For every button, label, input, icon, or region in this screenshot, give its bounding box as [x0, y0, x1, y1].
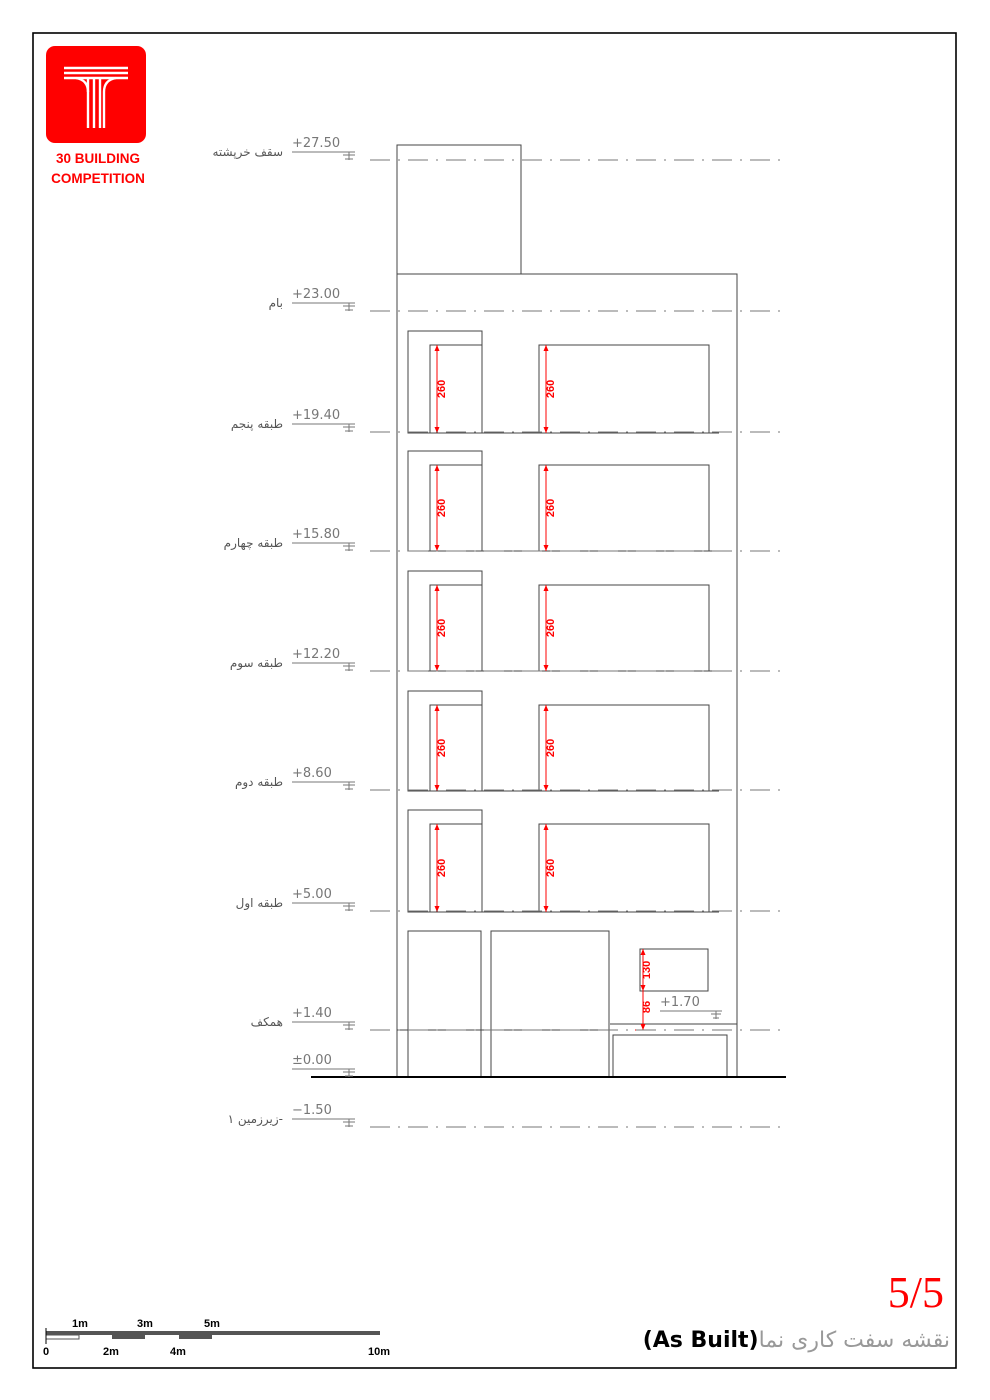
level-marker-zero — [292, 1053, 355, 1077]
level-marker-roof-stair — [213, 136, 783, 160]
level-marker-floor-1 — [236, 887, 782, 911]
dimension-arrow — [435, 545, 440, 551]
dimension-arrow — [544, 427, 549, 433]
level-marker-floor-3 — [230, 647, 782, 671]
sheet-border — [33, 33, 956, 1368]
stair-tower — [397, 145, 521, 274]
level-name-floor-4: طبقه چهارم — [223, 536, 283, 550]
logo-caption-line1: 30 BUILDING — [55, 151, 140, 166]
dimension-arrow — [544, 665, 549, 671]
scale-label-4m: 4m — [170, 1346, 186, 1358]
garage-door — [613, 1035, 727, 1077]
scale-bar — [43, 1318, 390, 1358]
level-elevation-floor-3: +12.20 — [292, 647, 341, 662]
level-marker-floor-2 — [235, 766, 782, 790]
level-name-floor-3: طبقه سوم — [229, 656, 283, 670]
drawing-title-latin: (As Built) — [642, 1328, 759, 1353]
building-body — [397, 274, 737, 1077]
level-marker-basement — [228, 1103, 782, 1127]
door-height-label: 260 — [436, 858, 448, 878]
level-elevation-roof-stair: +27.50 — [292, 136, 341, 151]
building-outline — [397, 145, 737, 1077]
floor-openings-4 — [408, 451, 709, 551]
dimension-arrow — [435, 665, 440, 671]
level-elevation-ground: +1.40 — [292, 1006, 332, 1021]
window-opening — [539, 345, 709, 433]
window-height-label: 260 — [545, 858, 557, 878]
floor-openings-2 — [408, 691, 709, 791]
level-elevation-roof: +23.00 — [292, 287, 341, 302]
dimension-arrow — [544, 705, 549, 711]
ground-entrance-left — [408, 931, 481, 1077]
floor-slab-lines — [397, 433, 719, 1030]
level-marker-floor-4 — [224, 527, 782, 551]
scale-label-0: 0 — [43, 1346, 50, 1358]
door-height-label: 260 — [436, 738, 448, 758]
dimension-arrow — [435, 345, 440, 351]
window-height-label: 260 — [545, 498, 557, 518]
level-markers — [213, 136, 783, 1127]
logo-caption-line2: COMPETITION — [51, 171, 145, 186]
scale-label-2m: 2m — [103, 1346, 119, 1358]
window-openings — [408, 331, 709, 912]
window-opening — [539, 465, 709, 551]
level-marker-roof — [269, 287, 782, 311]
dimension-arrow — [435, 585, 440, 591]
window-opening — [539, 585, 709, 671]
window-sill-level-label: +1.70 — [660, 995, 700, 1010]
floor-openings-3 — [408, 571, 709, 671]
dimension-arrow — [544, 906, 549, 912]
level-elevation-floor-4: +15.80 — [292, 527, 341, 542]
dimension-arrow — [544, 824, 549, 830]
level-name-floor-1: طبقه اول — [235, 896, 283, 910]
dimension-arrow — [435, 465, 440, 471]
level-elevation-floor-1: +5.00 — [292, 887, 332, 902]
level-name-roof-stair: سقف خرپشته — [212, 145, 283, 159]
sill-height-label: 86 — [641, 1000, 653, 1014]
dimension-arrow — [544, 345, 549, 351]
level-name-floor-2: طبقه دوم — [234, 775, 283, 789]
logo — [46, 46, 146, 143]
dimension-arrow — [544, 465, 549, 471]
door-height-label: 260 — [436, 618, 448, 638]
dimension-arrow — [435, 705, 440, 711]
ground-entrance-center — [491, 931, 609, 1077]
page-number: 5/5 — [887, 1268, 944, 1317]
scale-label-1m: 1m — [72, 1318, 88, 1330]
scale-label-5m: 5m — [204, 1318, 220, 1330]
scale-label-3m: 3m — [137, 1318, 153, 1330]
level-name-ground: همکف — [250, 1015, 283, 1029]
dimension-arrow — [544, 785, 549, 791]
window-opening — [539, 705, 709, 791]
small-window-height-label: 130 — [641, 960, 653, 980]
dimension-arrow — [544, 585, 549, 591]
window-sill-level-marker — [660, 995, 722, 1019]
window-height-label: 260 — [545, 618, 557, 638]
drawing-title — [643, 1326, 950, 1356]
door-height-label: 260 — [436, 379, 448, 399]
level-elevation-zero: ±0.00 — [292, 1053, 332, 1068]
window-height-label: 260 — [545, 738, 557, 758]
scale-label-10m: 10m — [368, 1346, 391, 1358]
level-elevation-floor-2: +8.60 — [292, 766, 332, 781]
dimension-arrow — [544, 545, 549, 551]
logo-t-mark-icon — [46, 46, 146, 143]
level-marker-ground — [251, 1006, 782, 1030]
door-height-label: 260 — [436, 498, 448, 518]
window-height-label: 260 — [545, 379, 557, 399]
dimension-arrow — [435, 824, 440, 830]
level-name-floor-5: طبقه پنجم — [230, 417, 283, 431]
level-marker-floor-5 — [231, 408, 782, 432]
window-opening — [539, 824, 709, 912]
level-elevation-floor-5: +19.40 — [292, 408, 341, 423]
level-name-basement: زیرزمین ۱- — [227, 1112, 283, 1126]
drawing-title-persian: نقشه سفت کاری نما — [758, 1328, 950, 1353]
level-name-roof: بام — [268, 296, 283, 310]
small-window-dimensions — [635, 949, 653, 1030]
level-elevation-basement: −1.50 — [292, 1103, 332, 1118]
floor-openings-5 — [408, 331, 709, 433]
floor-openings-1 — [408, 810, 709, 912]
